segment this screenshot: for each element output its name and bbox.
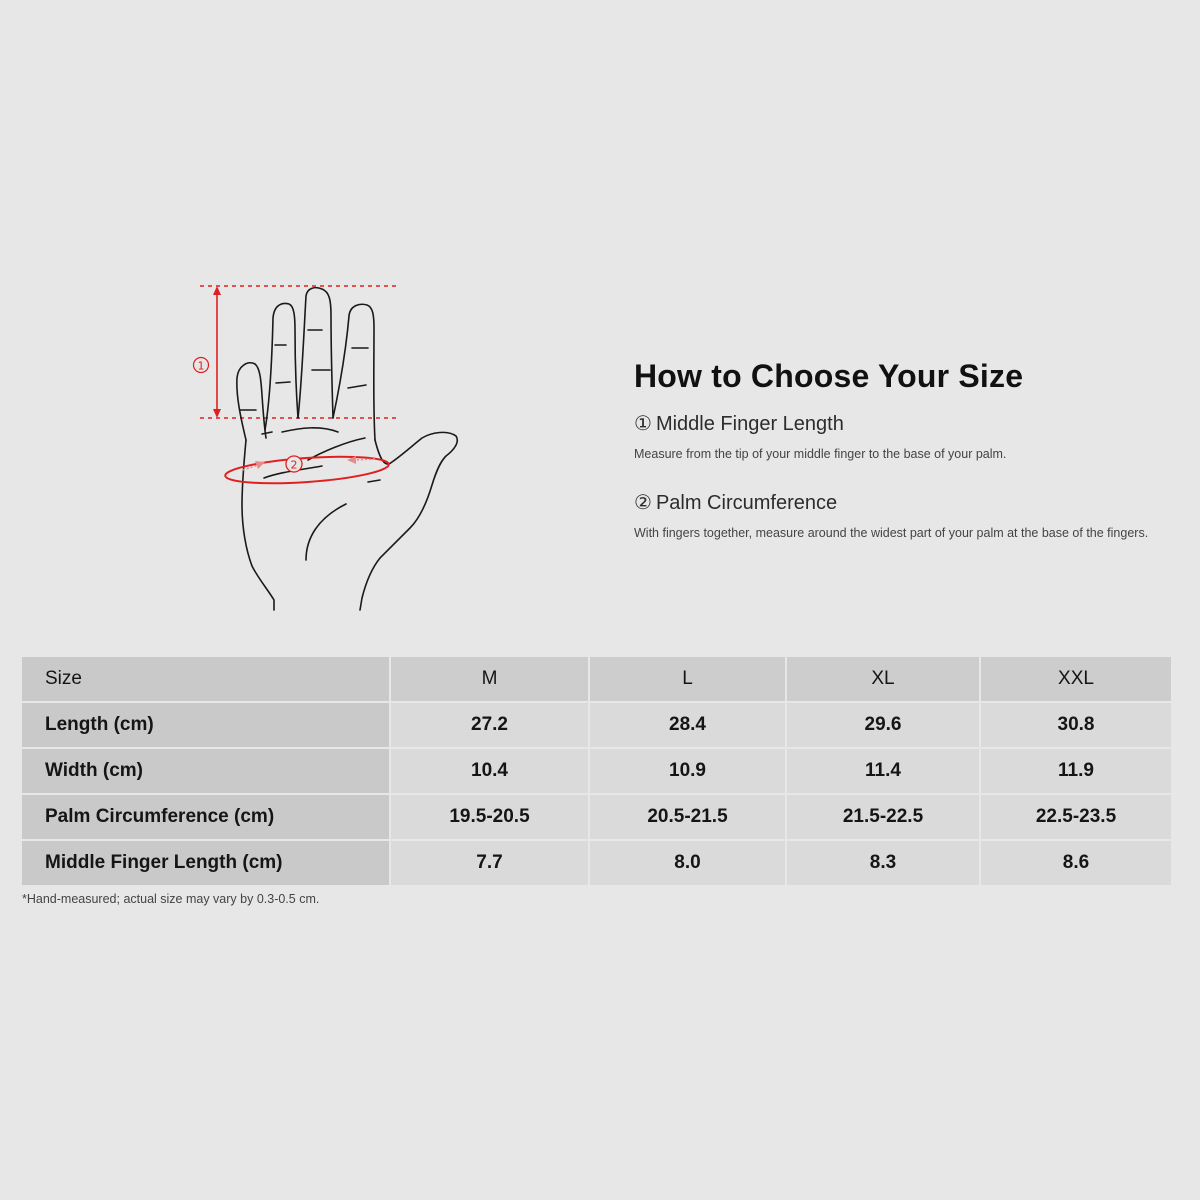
table-cell: 11.4 xyxy=(786,748,980,794)
hand-measurement-diagram xyxy=(190,270,470,615)
step-palm-circumference xyxy=(634,490,1174,541)
row-label: Middle Finger Length (cm) xyxy=(22,840,390,885)
row-label: Width (cm) xyxy=(22,748,390,794)
table-cell: 8.6 xyxy=(980,840,1172,885)
row-label: Length (cm) xyxy=(22,702,390,748)
palm-circumference-ellipse xyxy=(224,452,389,487)
table-cell: 7.7 xyxy=(390,840,589,885)
table-row xyxy=(22,840,1172,885)
table-cell: 29.6 xyxy=(786,702,980,748)
step-title: Middle Finger Length xyxy=(655,413,844,435)
marker-1-label: 1 xyxy=(197,359,205,373)
table-row xyxy=(22,794,1172,840)
table-cell: 8.0 xyxy=(589,840,786,885)
table-cell: 8.3 xyxy=(786,840,980,885)
size-guide xyxy=(634,358,1174,569)
page-title: How to Choose Your Size xyxy=(634,358,1024,394)
table-cell: 27.2 xyxy=(390,702,589,748)
arrow-head-down-icon xyxy=(213,409,221,418)
step-number: ① xyxy=(634,413,652,435)
step-middle-finger-length xyxy=(634,411,1174,462)
arrow-head-up-icon xyxy=(213,286,221,295)
hand-outline xyxy=(237,288,457,610)
table-row xyxy=(22,702,1172,748)
table-cell: 11.9 xyxy=(980,748,1172,794)
arrow-right-icon xyxy=(255,461,265,469)
step-number: ② xyxy=(634,492,652,514)
step-description: With fingers together, measure around the widest part of your palm at the base of the fingers. xyxy=(634,526,1149,540)
table-header-row xyxy=(22,657,1172,702)
table-cell: 22.5-23.5 xyxy=(980,794,1172,840)
table-cell: 30.8 xyxy=(980,702,1172,748)
step-description: Measure from the tip of your middle finger to the base of your palm. xyxy=(634,447,1007,461)
table-cell: 28.4 xyxy=(589,702,786,748)
table-cell: 19.5-20.5 xyxy=(390,794,589,840)
marker-2-label: 2 xyxy=(290,458,298,472)
footnote: *Hand-measured; actual size may vary by 0.3-0.5 cm. xyxy=(22,892,320,906)
header-size-label: Size xyxy=(22,657,390,702)
header-size-xxl: XXL xyxy=(980,657,1172,702)
table-cell: 10.4 xyxy=(390,748,589,794)
step-heading xyxy=(634,411,1174,436)
header-size-xl: XL xyxy=(786,657,980,702)
table-row xyxy=(22,748,1172,794)
step-heading xyxy=(634,490,1174,515)
header-size-l: L xyxy=(589,657,786,702)
table-cell: 20.5-21.5 xyxy=(589,794,786,840)
step-title: Palm Circumference xyxy=(655,492,838,514)
table-cell: 21.5-22.5 xyxy=(786,794,980,840)
table-cell: 10.9 xyxy=(589,748,786,794)
row-label: Palm Circumference (cm) xyxy=(22,794,390,840)
header-size-m: M xyxy=(390,657,589,702)
size-chart-table xyxy=(22,657,1173,885)
